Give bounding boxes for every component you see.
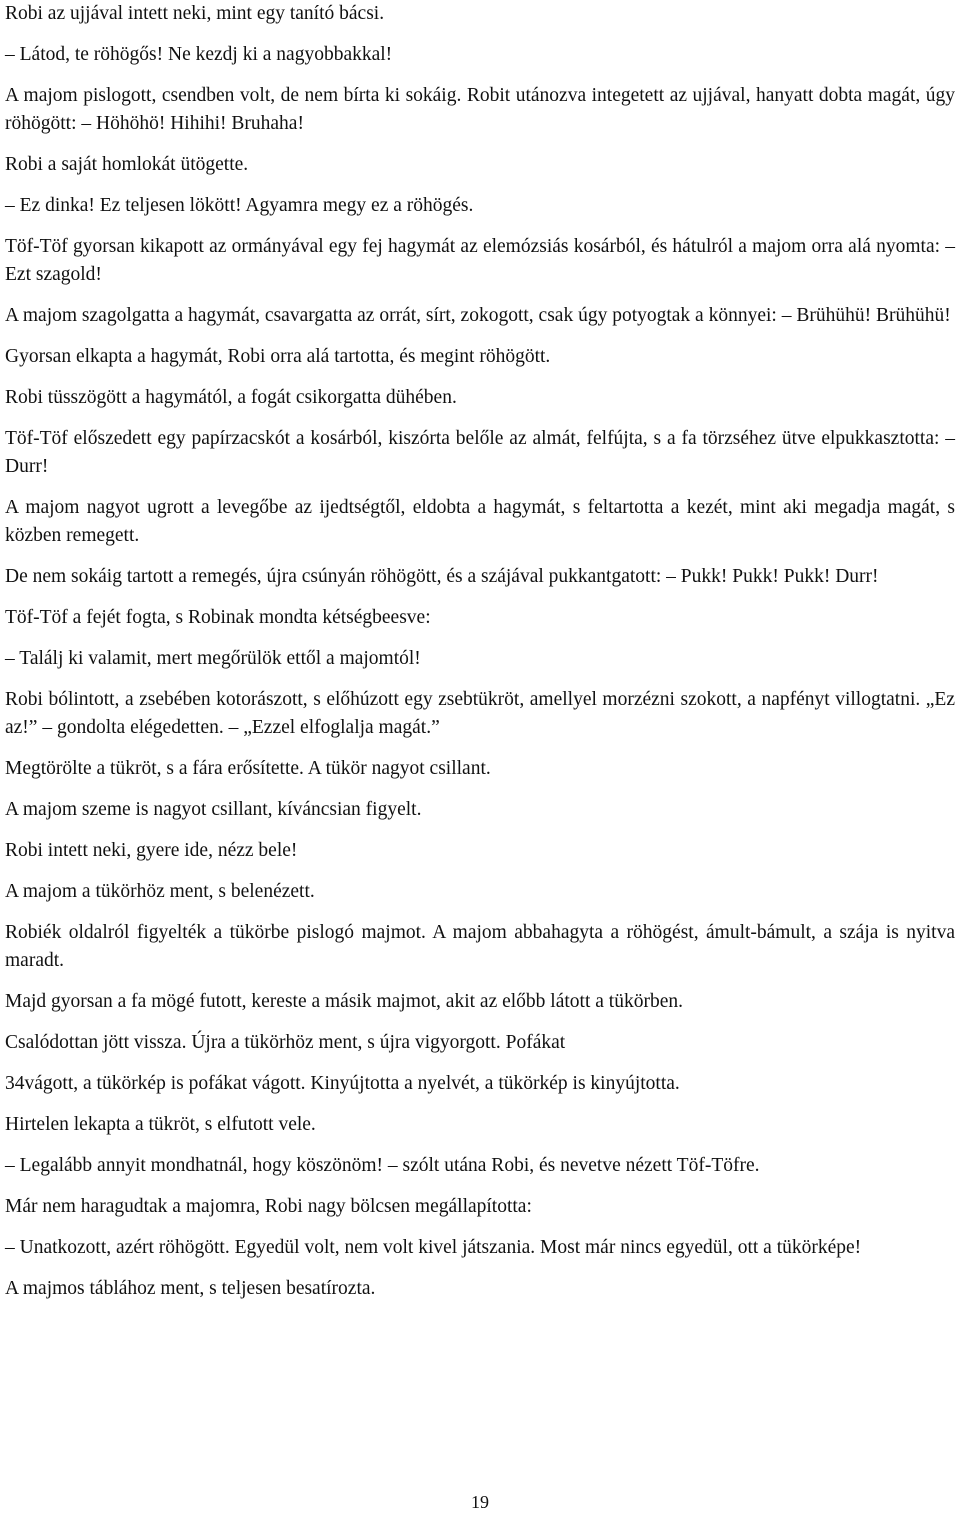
paragraph: Megtörölte a tükröt, s a fára erősítette. A tükör nagyot csillant. — [5, 758, 491, 779]
paragraph: Gyorsan elkapta a hagymát, Robi orra alá tartotta, és megint röhögött. — [5, 346, 551, 367]
paragraph: Robi bólintott, a zsebében kotorászott, s előhúzott egy zsebtükröt, amellyel morzézni szokott, a napfényt villogtatni. „Ez az!” – gondolta elégedetten. – „Ezzel elfoglalja magát.” — [5, 689, 955, 738]
paragraph: – Legalább annyit mondhatnál, hogy köszönöm! – szólt utána Robi, és nevetve nézett Töf-Töfre. — [5, 1155, 760, 1176]
paragraph: Töf-Töf a fejét fogta, s Robinak mondta kétségbeesve: — [5, 607, 431, 628]
paragraph: – Ez dinka! Ez teljesen lökött! Agyamra megy ez a röhögés. — [5, 195, 474, 216]
paragraph: – Látod, te röhögős! Ne kezdj ki a nagyobbakkal! — [5, 44, 393, 65]
paragraph: Töf-Töf előszedett egy papírzacskót a kosárból, kiszórta belőle az almát, felfújta, s a fa törzséhez ütve elpukkasztotta: – Durr! — [5, 428, 955, 477]
paragraph: Csalódottan jött vissza. Újra a tükörhöz ment, s újra vigyorgott. Pofákat — [5, 1032, 566, 1053]
paragraph: De nem sokáig tartott a remegés, újra csúnyán röhögött, és a szájával pukkantgatott: – Pukk! Pukk! Pukk! Durr! — [5, 566, 879, 587]
paragraph: Robi intett neki, gyere ide, nézz bele! — [5, 840, 298, 861]
paragraph: Töf-Töf gyorsan kikapott az ormányával egy fej hagymát az elemózsiás kosárból, és hátulról a majom orra alá nyomta: – Ezt szagold! — [5, 236, 955, 285]
paragraph: – Találj ki valamit, mert megőrülök ettől a majomtól! — [5, 648, 421, 669]
paragraph: A majom pislogott, csendben volt, de nem bírta ki sokáig. Robit utánozva integetett az ujjával, hanyatt dobta magát, úgy röhögött: – Höhöhö! Hihihi! Bruhaha! — [5, 85, 955, 134]
paragraph: Robi az ujjával intett neki, mint egy tanító bácsi. — [5, 3, 385, 24]
paragraph: A majmos táblához ment, s teljesen besatírozta. — [5, 1278, 376, 1299]
paragraph: Robi a saját homlokát ütögette. — [5, 154, 249, 175]
paragraph: A majom nagyot ugrott a levegőbe az ijedtségtől, eldobta a hagymát, s feltartotta a kezét, mint aki megadja magát, s közben remegett. — [5, 497, 955, 546]
paragraph: 34vágott, a tükörkép is pofákat vágott. Kinyújtotta a nyelvét, a tükörkép is kinyújtotta. — [5, 1073, 680, 1094]
paragraph: Hirtelen lekapta a tükröt, s elfutott vele. — [5, 1114, 316, 1135]
paragraph: – Unatkozott, azért röhögött. Egyedül volt, nem volt kivel játszania. Most már nincs egyedül, ott a tükörképe! — [5, 1237, 862, 1258]
paragraph: Már nem haragudtak a majomra, Robi nagy bölcsen megállapította: — [5, 1196, 532, 1217]
paragraph: A majom szeme is nagyot csillant, kíváncsian figyelt. — [5, 799, 422, 820]
document-page — [5, 0, 955, 1316]
paragraph: A majom a tükörhöz ment, s belenézett. — [5, 881, 315, 902]
paragraph: Robi tüsszögött a hagymától, a fogát csikorgatta dühében. — [5, 387, 457, 408]
paragraph: Robiék oldalról figyelték a tükörbe pislogó majmot. A majom abbahagyta a röhögést, ámult-bámult, a szája is nyitva maradt. — [5, 922, 955, 971]
paragraph: Majd gyorsan a fa mögé futott, kereste a másik majmot, akit az előbb látott a tükörben. — [5, 991, 683, 1012]
page-number: 19 — [471, 1492, 489, 1512]
paragraph: A majom szagolgatta a hagymát, csavargatta az orrát, sírt, zokogott, csak úgy potyogtak a könnyei: – Brühühü! Brühühü! — [5, 305, 951, 326]
